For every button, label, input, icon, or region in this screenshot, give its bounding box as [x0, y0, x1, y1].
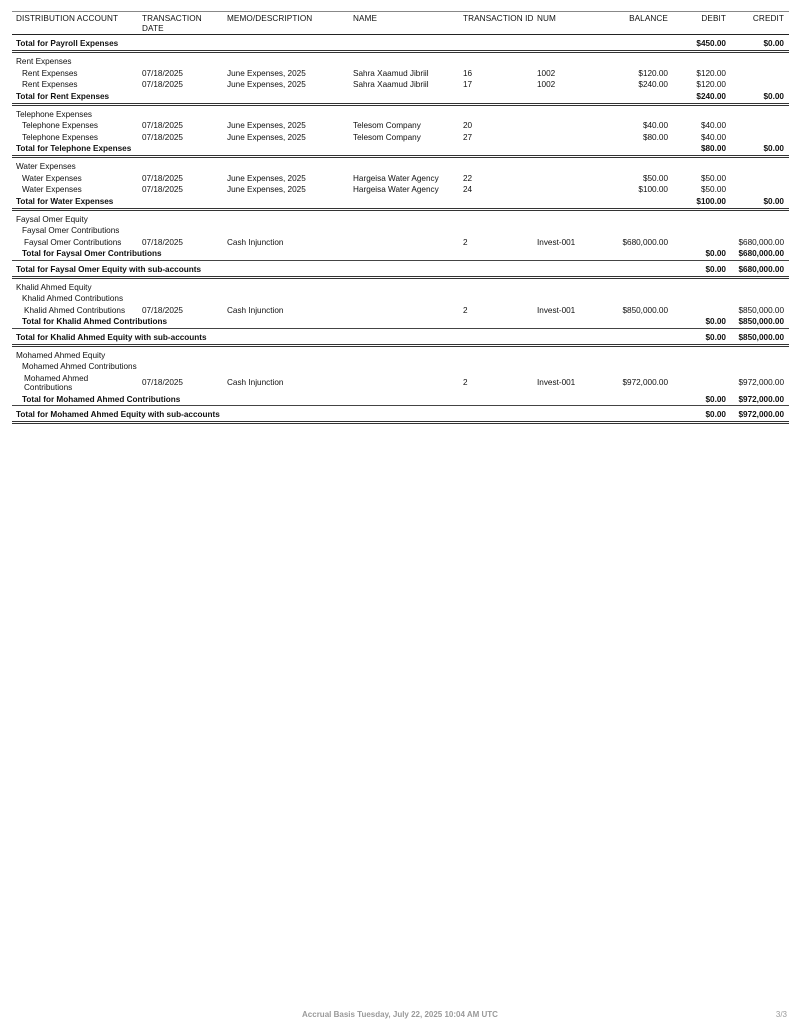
subtotal-credit: $972,000.00	[738, 394, 784, 404]
subtotal-label: Total for Faysal Omer Contributions	[22, 249, 162, 258]
khalid-section-title	[12, 282, 789, 294]
total-credit: $0.00	[763, 39, 784, 48]
cell-transaction-id: 20	[463, 121, 473, 130]
khalid-subsection-title	[12, 293, 789, 305]
total-debit: $0.00	[705, 332, 726, 342]
total-credit: $0.00	[763, 144, 784, 153]
cell-transaction-id: 17	[463, 80, 473, 89]
water-section-title	[12, 161, 789, 173]
faysal-subsection-title	[12, 225, 789, 237]
table-row	[12, 79, 789, 91]
subsection-title: Faysal Omer Contributions	[22, 226, 120, 235]
subsection-title: Mohamed Ahmed Contributions	[22, 362, 137, 371]
total-label: Total for Telephone Expenses	[16, 144, 132, 153]
header-transaction-id: TRANSACTION ID	[463, 14, 534, 23]
cell-credit: $680,000.00	[738, 237, 784, 247]
table-row	[12, 68, 789, 80]
cell-credit: $850,000.00	[738, 305, 784, 315]
total-credit: $0.00	[763, 196, 784, 206]
total-credit: $972,000.00	[738, 410, 784, 419]
cell-num: 1002	[537, 80, 556, 89]
cell-date: 07/18/2025	[142, 80, 183, 89]
cell-balance: $40.00	[642, 121, 668, 130]
telephone-total-row	[12, 143, 789, 158]
cell-credit: $972,000.00	[738, 377, 784, 387]
faysal-section-title	[12, 214, 789, 226]
cell-account: Water Expenses	[22, 173, 82, 183]
section-title: Water Expenses	[16, 162, 76, 171]
header-num: NUM	[537, 14, 556, 23]
subtotal-debit: $0.00	[705, 317, 726, 326]
cell-transaction-id: 2	[463, 377, 468, 387]
page-number: 3/3	[775, 1010, 787, 1019]
total-label: Total for Khalid Ahmed Equity with sub-accounts	[16, 332, 207, 342]
cell-transaction-id: 16	[463, 68, 473, 78]
cell-transaction-id: 2	[463, 237, 468, 247]
subtotal-label: Total for Mohamed Ahmed Contributions	[22, 394, 181, 404]
report-footer: Accrual Basis Tuesday, July 22, 2025 10:04 AM UTC	[302, 1010, 498, 1019]
cell-name: Telesom Company	[353, 121, 421, 130]
cell-account: Rent Expenses	[22, 80, 78, 89]
cell-balance: $120.00	[638, 68, 668, 78]
report-table	[12, 11, 789, 424]
cell-account: Telephone Expenses	[22, 121, 99, 130]
cell-memo: June Expenses, 2025	[227, 173, 306, 183]
cell-transaction-id: 22	[463, 173, 473, 183]
khalid-subtotal-row	[12, 316, 789, 329]
cell-date: 07/18/2025	[142, 377, 183, 387]
total-credit: $680,000.00	[738, 264, 784, 274]
header-credit: CREDIT	[752, 14, 784, 23]
section-title: Telephone Expenses	[16, 109, 93, 119]
cell-name: Hargeisa Water Agency	[353, 185, 439, 194]
cell-memo: Cash Injunction	[227, 377, 284, 387]
section-title: Khalid Ahmed Equity	[16, 282, 92, 292]
cell-debit: $50.00	[700, 173, 726, 183]
cell-balance: $680,000.00	[622, 237, 668, 247]
total-debit: $100.00	[696, 196, 726, 206]
cell-transaction-id: 2	[463, 305, 468, 315]
section-title: Mohamed Ahmed Equity	[16, 350, 106, 360]
cell-name: Sahra Xaamud Jibriil	[353, 80, 429, 89]
table-row	[12, 120, 789, 132]
cell-balance: $972,000.00	[622, 377, 668, 387]
rent-total-row	[12, 91, 789, 106]
cell-num: Invest-001	[537, 377, 576, 387]
cell-date: 07/18/2025	[142, 121, 183, 130]
cell-date: 07/18/2025	[142, 237, 183, 247]
section-title: Rent Expenses	[16, 57, 72, 66]
total-debit: $80.00	[700, 144, 726, 153]
cell-memo: June Expenses, 2025	[227, 121, 306, 130]
cell-account: Mohamed Ahmed Contributions	[24, 373, 89, 392]
cell-balance: $240.00	[638, 80, 668, 89]
table-row	[12, 184, 789, 196]
cell-balance: $850,000.00	[622, 305, 668, 315]
cell-name: Telesom Company	[353, 132, 421, 142]
cell-debit: $120.00	[696, 68, 726, 78]
section-title: Faysal Omer Equity	[16, 214, 88, 224]
cell-date: 07/18/2025	[142, 132, 183, 142]
total-debit: $0.00	[705, 410, 726, 419]
cell-memo: June Expenses, 2025	[227, 185, 306, 194]
cell-balance: $100.00	[638, 185, 668, 194]
header-date: TRANSACTION DATE	[142, 14, 202, 33]
mohamed-subtotal-row	[12, 394, 789, 407]
mohamed-subsection-title	[12, 361, 789, 373]
subtotal-debit: $0.00	[705, 249, 726, 258]
total-label: Total for Water Expenses	[16, 196, 114, 206]
mohamed-section-title	[12, 350, 789, 362]
cell-memo: June Expenses, 2025	[227, 80, 306, 89]
header-debit: DEBIT	[701, 14, 726, 23]
total-debit: $0.00	[705, 264, 726, 274]
cell-date: 07/18/2025	[142, 68, 183, 78]
cell-balance: $50.00	[642, 173, 668, 183]
cell-name: Sahra Xaamud Jibriil	[353, 68, 429, 78]
cell-num: Invest-001	[537, 237, 576, 247]
table-row	[12, 237, 789, 249]
subsection-title: Khalid Ahmed Contributions	[22, 294, 124, 303]
subtotal-debit: $0.00	[705, 394, 726, 404]
header-balance: BALANCE	[629, 14, 668, 23]
total-label: Total for Mohamed Ahmed Equity with sub-accounts	[16, 410, 220, 419]
cell-account: Faysal Omer Contributions	[24, 237, 122, 247]
cell-debit: $50.00	[700, 185, 726, 194]
cell-num: 1002	[537, 68, 556, 78]
water-total-row	[12, 196, 789, 211]
cell-account: Rent Expenses	[22, 68, 78, 78]
total-label: Total for Payroll Expenses	[16, 39, 119, 48]
header-memo: MEMO/DESCRIPTION	[227, 14, 313, 23]
payroll-total-row	[12, 38, 789, 53]
cell-debit: $40.00	[700, 121, 726, 130]
cell-account: Telephone Expenses	[22, 132, 99, 142]
cell-memo: June Expenses, 2025	[227, 68, 306, 78]
total-debit: $450.00	[696, 39, 726, 48]
total-label: Total for Faysal Omer Equity with sub-accounts	[16, 264, 202, 274]
cell-account: Water Expenses	[22, 185, 82, 194]
table-row	[12, 132, 789, 144]
header-account: DISTRIBUTION ACCOUNT	[16, 14, 119, 23]
khalid-total-row	[12, 332, 789, 347]
cell-debit: $40.00	[700, 132, 726, 142]
subtotal-credit: $680,000.00	[738, 249, 784, 258]
cell-debit: $120.00	[696, 80, 726, 89]
cell-num: Invest-001	[537, 305, 576, 315]
cell-memo: Cash Injunction	[227, 237, 284, 247]
total-credit: $0.00	[763, 91, 784, 101]
cell-date: 07/18/2025	[142, 185, 183, 194]
total-debit: $240.00	[696, 91, 726, 101]
rent-section-title	[12, 56, 789, 68]
telephone-section-title	[12, 109, 789, 121]
table-row	[12, 305, 789, 317]
cell-memo: Cash Injunction	[227, 305, 284, 315]
cell-name: Hargeisa Water Agency	[353, 173, 439, 183]
subtotal-label: Total for Khalid Ahmed Contributions	[22, 317, 168, 326]
total-credit: $850,000.00	[738, 332, 784, 342]
total-label: Total for Rent Expenses	[16, 91, 110, 101]
column-header-row	[12, 11, 789, 35]
cell-date: 07/18/2025	[142, 305, 183, 315]
cell-transaction-id: 27	[463, 132, 473, 142]
cell-balance: $80.00	[642, 132, 668, 142]
faysal-total-row	[12, 264, 789, 279]
mohamed-total-row	[12, 409, 789, 424]
table-row	[12, 173, 789, 185]
cell-memo: June Expenses, 2025	[227, 132, 306, 142]
cell-date: 07/18/2025	[142, 173, 183, 183]
table-row	[12, 373, 789, 394]
faysal-subtotal-row	[12, 248, 789, 261]
cell-transaction-id: 24	[463, 185, 473, 194]
cell-account: Khalid Ahmed Contributions	[24, 305, 126, 315]
subtotal-credit: $850,000.00	[738, 317, 784, 326]
header-name: NAME	[353, 14, 378, 23]
